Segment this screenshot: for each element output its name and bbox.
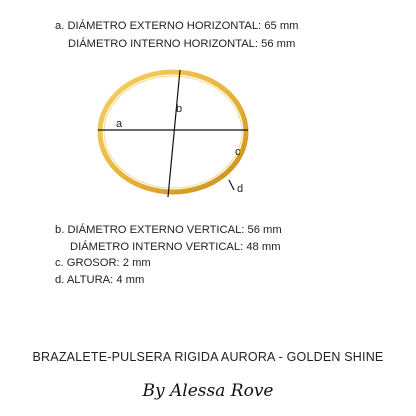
bracelet-inner-edge	[104, 76, 242, 188]
spec-a-internal: DIÁMETRO INTERNO HORIZONTAL: 56 mm	[68, 38, 296, 50]
spec-b-internal: DIÁMETRO INTERNO VERTICAL: 48 mm	[70, 241, 281, 253]
spec-c-thickness: c. GROSOR: 2 mm	[55, 257, 151, 269]
spec-a-external: a. DIÁMETRO EXTERNO HORIZONTAL: 65 mm	[55, 20, 299, 32]
brand-signature: By Alessa Rove	[142, 381, 274, 401]
measure-line-height	[229, 180, 234, 190]
bracelet-outer-edge	[100, 72, 246, 192]
measure-line-vertical	[168, 70, 183, 197]
product-title: BRAZALETE-PULSERA RIGIDA AURORA - GOLDEN SHINE	[32, 350, 384, 364]
label-b: b	[176, 103, 183, 115]
label-a: a	[116, 118, 123, 130]
label-c: c	[235, 146, 241, 158]
label-d: d	[237, 183, 244, 195]
spec-b-external: b. DIÁMETRO EXTERNO VERTICAL: 56 mm	[55, 224, 282, 236]
spec-d-height: d. ALTURA: 4 mm	[55, 274, 145, 286]
